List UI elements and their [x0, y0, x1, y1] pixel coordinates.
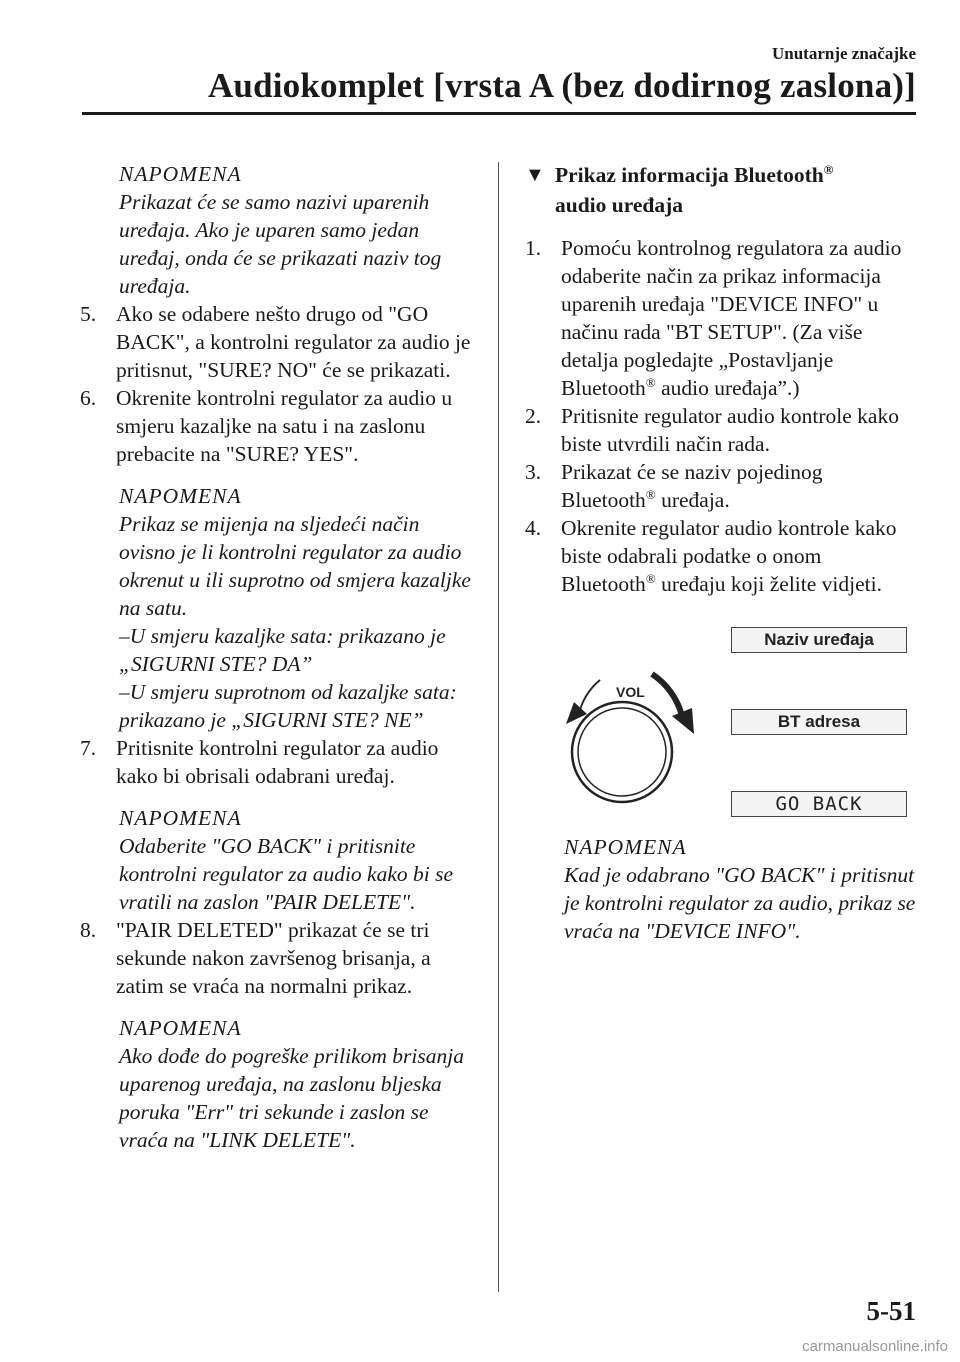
- step-text: Prikazat će se naziv pojedinog Bluetooth® uređaja.: [561, 460, 823, 512]
- subsection-heading: [525, 160, 920, 220]
- page-title: Audiokomplet [vrsta A (bez dodirnog zaslona)]: [207, 66, 916, 105]
- note-heading: NAPOMENA: [564, 835, 687, 859]
- page-number: 5-51: [866, 1296, 916, 1326]
- lcd-device-name: Naziv uređaja: [731, 627, 907, 653]
- triangle-marker-icon: ▼: [525, 164, 545, 186]
- step-text: Pomoću kontrolnog regulatora za audio odaberite način za prikaz informacija uparenih uređaja "DEVICE INFO" u načinu rada "BT SETUP". (Za više detalja pogledajte „Postavljanje Bluetooth® audio uređaja”.): [561, 236, 902, 400]
- vol-knob-icon: [560, 652, 710, 822]
- step-3: [525, 458, 920, 514]
- note-heading: NAPOMENA: [119, 1016, 242, 1040]
- step-number: 7.: [80, 736, 97, 760]
- section-title: Unutarnje značajke: [771, 44, 916, 63]
- right-column: [525, 160, 920, 945]
- step-2: [525, 402, 920, 458]
- note-text: Ako dođe do pogreške prilikom brisanja uparenog uređaja, na zaslonu bljeska poruka "Err" tri sekunde i zaslon se vraća na "LINK DELETE".: [119, 1044, 464, 1152]
- lcd-bt-address: BT adresa: [731, 709, 907, 735]
- step-number: 3.: [525, 460, 542, 484]
- step-text: "PAIR DELETED" prikazat će se tri sekunde nakon završenog brisanja, a zatim se vraća na normalni prikaz.: [116, 918, 431, 998]
- step-number: 4.: [525, 516, 542, 540]
- step-number: 1.: [525, 236, 542, 260]
- vol-knob-diagram: [525, 612, 920, 827]
- step-5: [80, 300, 480, 384]
- step-number: 8.: [80, 918, 97, 942]
- step-4: [525, 514, 920, 598]
- note-text: Odaberite "GO BACK" i pritisnite kontrolni regulator za audio kako bi se vratili na zaslon "PAIR DELETE".: [119, 834, 454, 914]
- note-heading: NAPOMENA: [119, 484, 242, 508]
- note-device-info: [564, 833, 920, 945]
- note-display-change: [119, 482, 480, 734]
- note-text: Prikaz se mijenja na sljedeći način ovisno je li kontrolni regulator za audio okrenut u ili suprotno od smjera kazaljke na satu.: [119, 512, 471, 620]
- step-text: Pritisnite kontrolni regulator za audio kako bi obrisali odabrani uređaj.: [116, 736, 439, 788]
- column-divider: [498, 162, 499, 1292]
- note-pair-names: [119, 160, 480, 300]
- step-text: Ako se odabere nešto drugo od "GO BACK", a kontrolni regulator za audio je pritisnut, "SURE? NO" će se prikazati.: [116, 302, 471, 382]
- note-text: Kad je odabrano "GO BACK" i pritisnut je kontrolni regulator za audio, prikaz se vraća na "DEVICE INFO".: [564, 863, 916, 943]
- watermark: carmanualsonline.info: [802, 1338, 948, 1355]
- note-item-counterclockwise: –U smjeru suprotnom od kazaljke sata: prikazano je „SIGURNI STE? NE”: [119, 680, 457, 732]
- step-number: 2.: [525, 404, 542, 428]
- subsection-heading-text: Prikaz informacija Bluetooth® audio uređaja: [555, 161, 834, 217]
- note-heading: NAPOMENA: [119, 162, 242, 186]
- header-rule: [82, 112, 916, 115]
- note-heading: NAPOMENA: [119, 806, 242, 830]
- step-number: 5.: [80, 302, 97, 326]
- step-text: Okrenite regulator audio kontrole kako biste odabrali podatke o onom Bluetooth® uređaju koji želite vidjeti.: [561, 516, 897, 596]
- step-6: [80, 384, 480, 468]
- step-8: [80, 916, 480, 1000]
- note-text: Prikazat će se samo nazivi uparenih uređaja. Ako je uparen samo jedan uređaj, onda će se prikazati naziv tog uređaja.: [119, 190, 442, 298]
- step-number: 6.: [80, 386, 97, 410]
- note-item-clockwise: –U smjeru kazaljke sata: prikazano je „SIGURNI STE? DA”: [119, 624, 446, 676]
- lcd-go-back: GO BACK: [731, 791, 907, 817]
- vol-label: VOL: [616, 684, 645, 700]
- step-1: [525, 234, 920, 402]
- step-text: Pritisnite regulator audio kontrole kako biste utvrdili način rada.: [561, 404, 899, 456]
- step-text: Okrenite kontrolni regulator za audio u smjeru kazaljke na satu i na zaslonu prebacite na "SURE? YES".: [116, 386, 453, 466]
- left-column: [80, 160, 480, 1154]
- step-7: [80, 734, 480, 790]
- clockwise-arrow-icon: [672, 708, 694, 734]
- note-go-back: [119, 804, 480, 916]
- note-error: [119, 1014, 480, 1154]
